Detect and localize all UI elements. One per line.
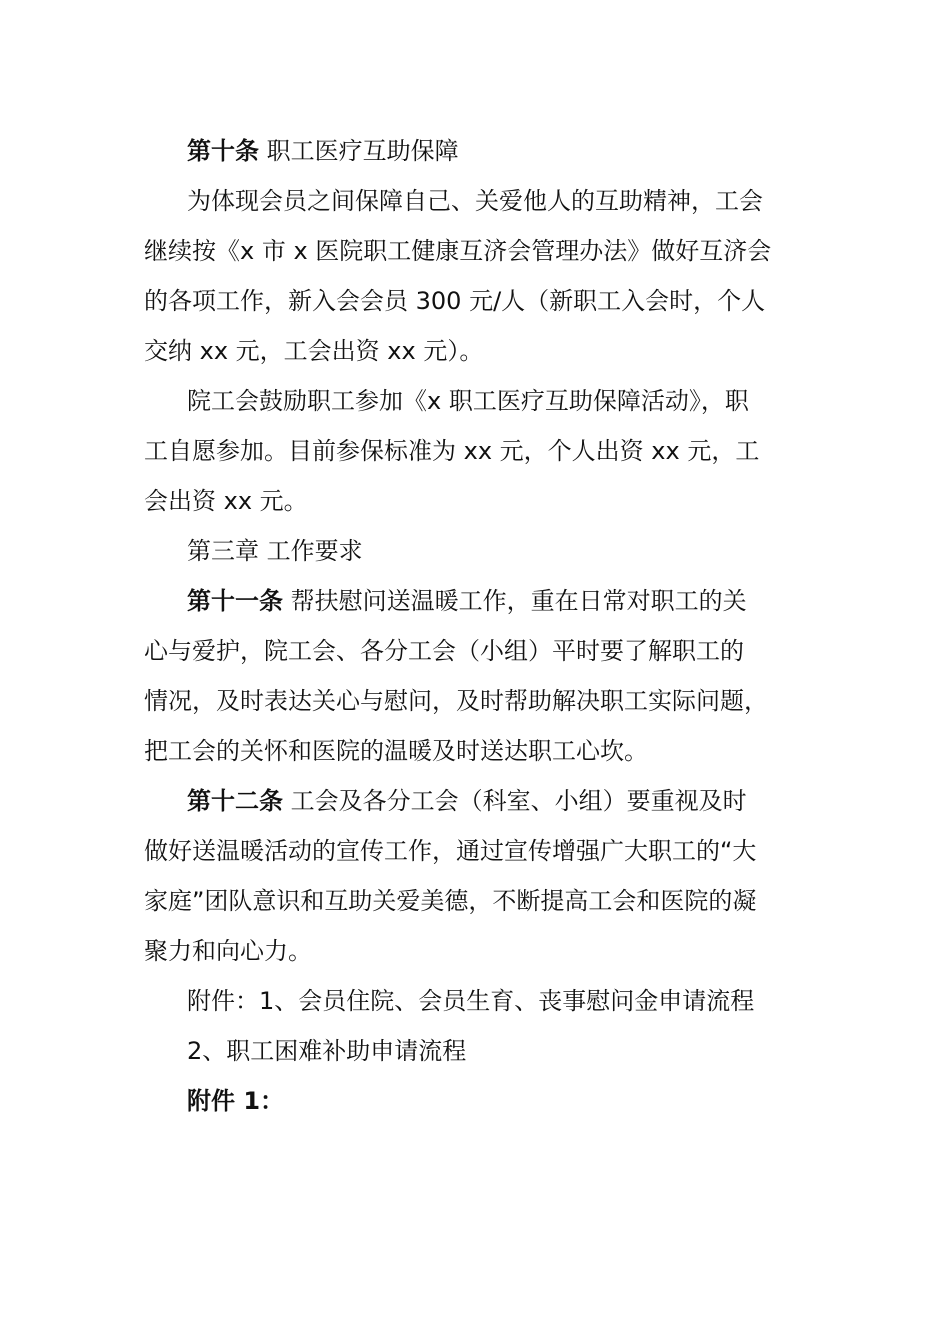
appendix-1-heading: 附件 1： — [187, 1087, 285, 1115]
article-12-line1-text: 工会及各分工会（科室、小组）要重视及时 — [283, 787, 747, 815]
article-12-line3: 家庭”团队意识和互助关爱美德，不断提高工会和医院的凝 — [144, 887, 757, 915]
article-11-line2: 心与爱护，院工会、各分工会（小组）平时要了解职工的 — [144, 637, 744, 665]
article-10-para1-line3: 的各项工作，新入会会员 300 元/人（新职工入会时，个人 — [144, 287, 766, 315]
chapter-3-title: 第三章 工作要求 — [187, 537, 363, 565]
article-10-label: 第十条 — [187, 137, 259, 165]
article-10-para1-line1: 为体现会员之间保障自己、关爱他人的互助精神，工会 — [187, 187, 763, 215]
article-12-line1 — [144, 776, 809, 826]
article-11-label: 第十一条 — [187, 587, 283, 615]
article-10-para2-line3: 会出资 xx 元。 — [144, 487, 308, 515]
article-11-line1-text: 帮扶慰问送温暖工作，重在日常对职工的关 — [283, 587, 747, 615]
article-10-para1-line4: 交纳 xx 元，工会出资 xx 元）。 — [144, 337, 484, 365]
article-10-heading-line — [144, 126, 809, 176]
article-11-line4: 把工会的关怀和医院的温暖及时送达职工心坎。 — [144, 737, 648, 765]
article-12-line2: 做好送温暖活动的宣传工作，通过宣传增强广大职工的“大 — [144, 837, 757, 865]
attachments-line2: 2、职工困难补助申请流程 — [187, 1037, 467, 1065]
article-12-line4: 聚力和向心力。 — [144, 937, 312, 965]
document-body — [144, 126, 809, 1126]
article-10-para1-line2: 继续按《x 市 x 医院职工健康互济会管理办法》做好互济会 — [144, 237, 772, 265]
article-10-para2-line1: 院工会鼓励职工参加《x 职工医疗互助保障活动》，职 — [187, 387, 749, 415]
attachments-line1: 附件：1、会员住院、会员生育、丧事慰问金申请流程 — [187, 987, 755, 1015]
article-10-title: 职工医疗互助保障 — [259, 137, 459, 165]
article-11-line1 — [144, 576, 809, 626]
article-11-line3: 情况，及时表达关心与慰问，及时帮助解决职工实际问题， — [144, 687, 768, 715]
article-10-para2-line2: 工自愿参加。目前参保标准为 xx 元，个人出资 xx 元，工 — [144, 437, 760, 465]
article-12-label: 第十二条 — [187, 787, 283, 815]
